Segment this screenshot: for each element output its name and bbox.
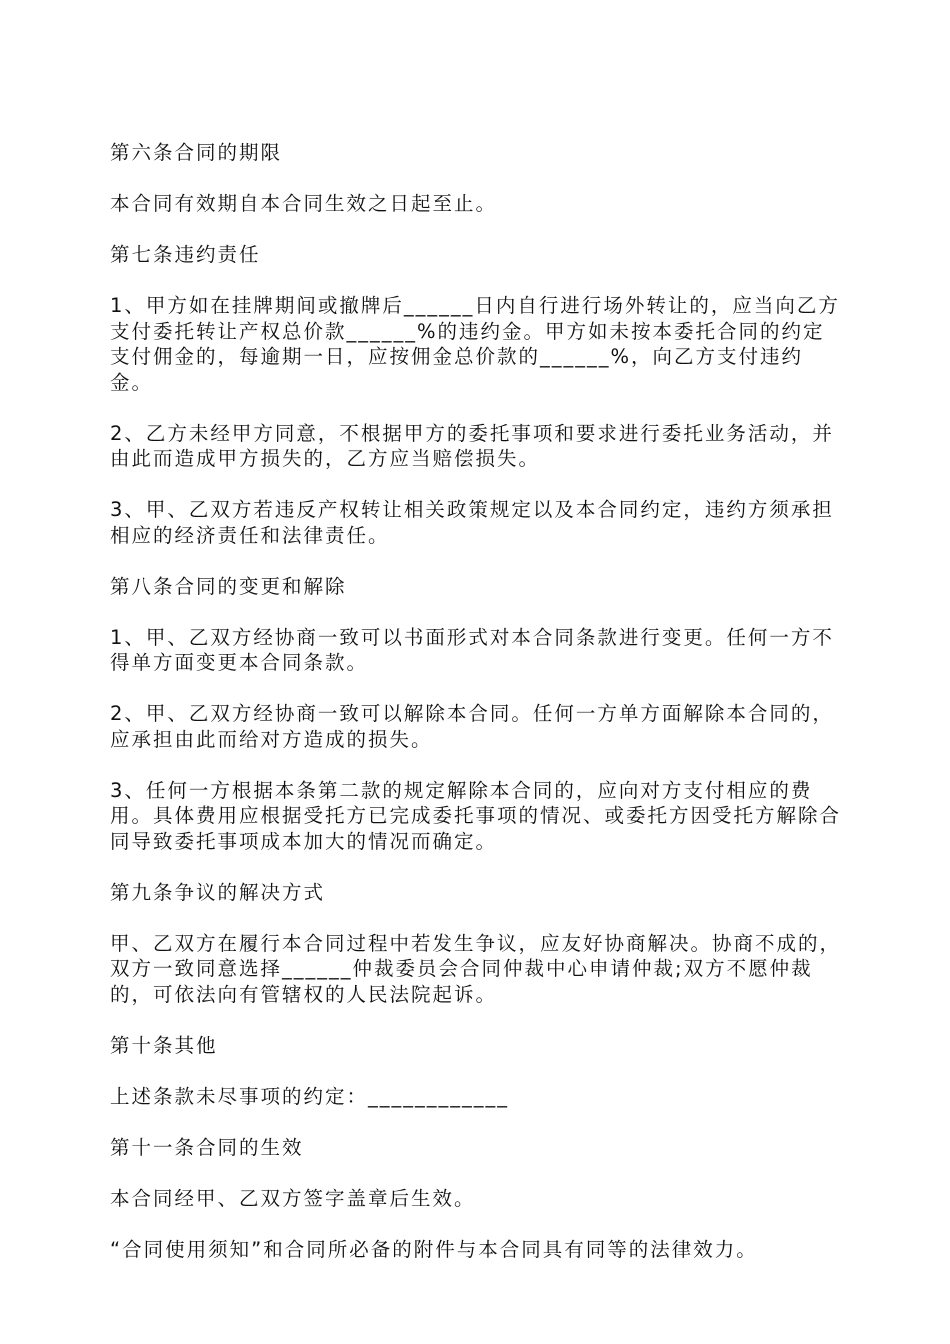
- paragraph-change-3: 3、任何一方根据本条第二款的规定解除本合同的，应向对方支付相应的费用。具体费用应根据受托方已完成委托事项的情况、或委托方因受托方解除合同导致委托事项成本加大的情况而确定。: [110, 778, 842, 853]
- paragraph-effectiveness: 本合同经甲、乙双方签字盖章后生效。: [110, 1186, 476, 1210]
- paragraph-other: 上述条款未尽事项的约定：____________: [110, 1084, 510, 1108]
- paragraph-breach-2: 2、乙方未经甲方同意，不根据甲方的委托事项和要求进行委托业务活动，并由此而造成甲方损失的，乙方应当赔偿损失。: [110, 421, 834, 470]
- document-body: [110, 140, 845, 1288]
- section-heading-article-6: 第六条合同的期限: [110, 141, 283, 164]
- section-heading-article-7: 第七条违约责任: [110, 243, 261, 266]
- paragraph-change-2: 2、甲、乙双方经协商一致可以解除本合同。任何一方单方面解除本合同的，应承担由此而给对方造成的损失。: [110, 702, 834, 751]
- section-heading-article-9: 第九条争议的解决方式: [110, 880, 326, 904]
- section-heading-article-8: 第八条合同的变更和解除: [110, 574, 347, 598]
- section-heading-article-11: 第十一条合同的生效: [110, 1135, 304, 1159]
- paragraph-breach-1: 1、甲方如在挂牌期间或撤牌后______日内自行进行场外转让的，应当向乙方支付委托转让产权总价款______%的违约金。甲方如未按本委托合同的约定支付佣金的，每逾期一日，应按佣金总价款的______%，向乙方支付违约金。: [110, 294, 840, 394]
- paragraph-dispute: 甲、乙双方在履行本合同过程中若发生争议，应友好协商解决。协商不成的，双方一致同意选择______仲裁委员会合同仲裁中心申请仲裁;双方不愿仲裁的，可依法向有管辖权的人民法院起诉。: [110, 931, 842, 1006]
- paragraph-breach-3: 3、甲、乙双方若违反产权转让相关政策规定以及本合同约定，违约方须承担相应的经济责任和法律责任。: [110, 498, 834, 547]
- section-heading-article-10: 第十条其他: [110, 1033, 218, 1057]
- paragraph-notice: “合同使用须知”和合同所必备的附件与本合同具有同等的法律效力。: [110, 1237, 758, 1261]
- paragraph-term: 本合同有效期自本合同生效之日起至止。: [110, 192, 498, 215]
- paragraph-change-1: 1、甲、乙双方经协商一致可以书面形式对本合同条款进行变更。任何一方不得单方面变更本合同条款。: [110, 625, 834, 674]
